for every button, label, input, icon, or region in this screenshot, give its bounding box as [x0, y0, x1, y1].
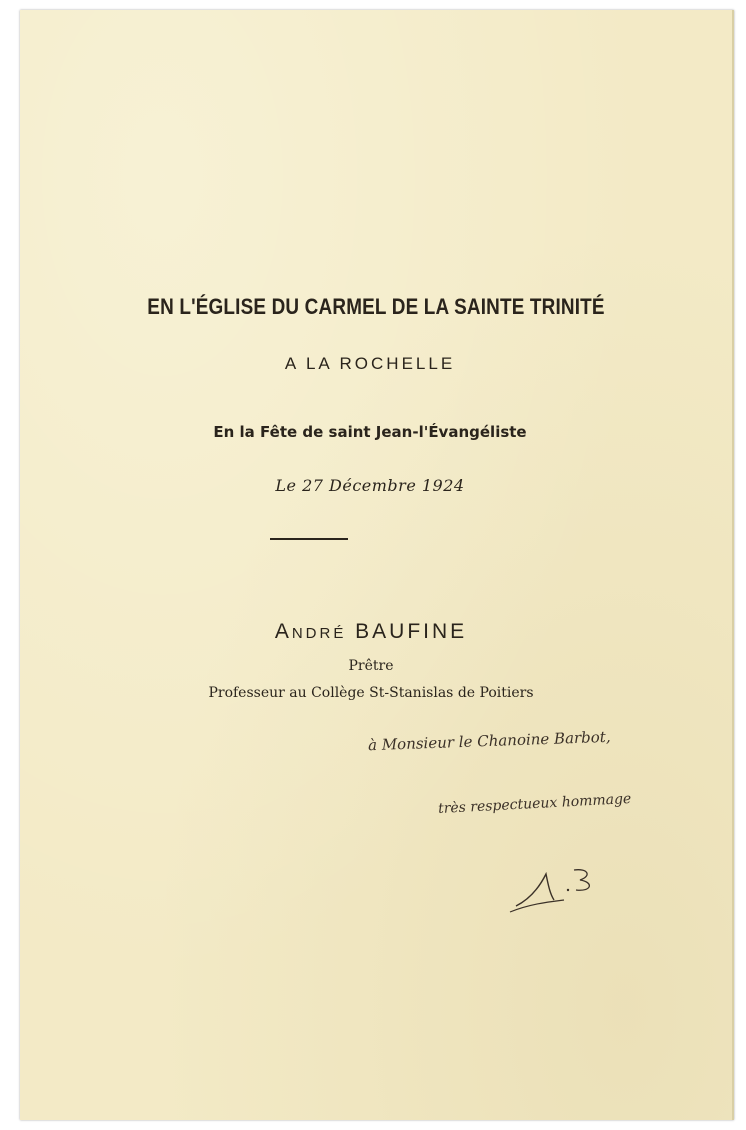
document-date: Le 27 Décembre 1924 — [275, 476, 465, 495]
document-author: André BAUFINE — [274, 620, 468, 643]
document-title: EN L'ÉGLISE DU CARMEL DE LA SAINTE TRINITÉ — [147, 294, 605, 319]
document-sheet — [20, 10, 734, 1120]
handwritten-dedication-line-1: à Monsieur le Chanoine Barbot, — [367, 727, 611, 755]
document-feast: En la Fête de saint Jean-l'Évangéliste — [213, 423, 527, 441]
handwritten-dedication-line-2: très respectueux hommage — [437, 790, 632, 818]
handwritten-signature — [508, 860, 618, 925]
divider-rule — [270, 538, 348, 540]
document-city: A LA ROCHELLE — [284, 354, 456, 373]
author-position: Professeur au Collège St-Stanislas de Poitiers — [208, 685, 534, 701]
signature-stroke — [508, 860, 618, 920]
author-role: Prêtre — [348, 658, 394, 674]
